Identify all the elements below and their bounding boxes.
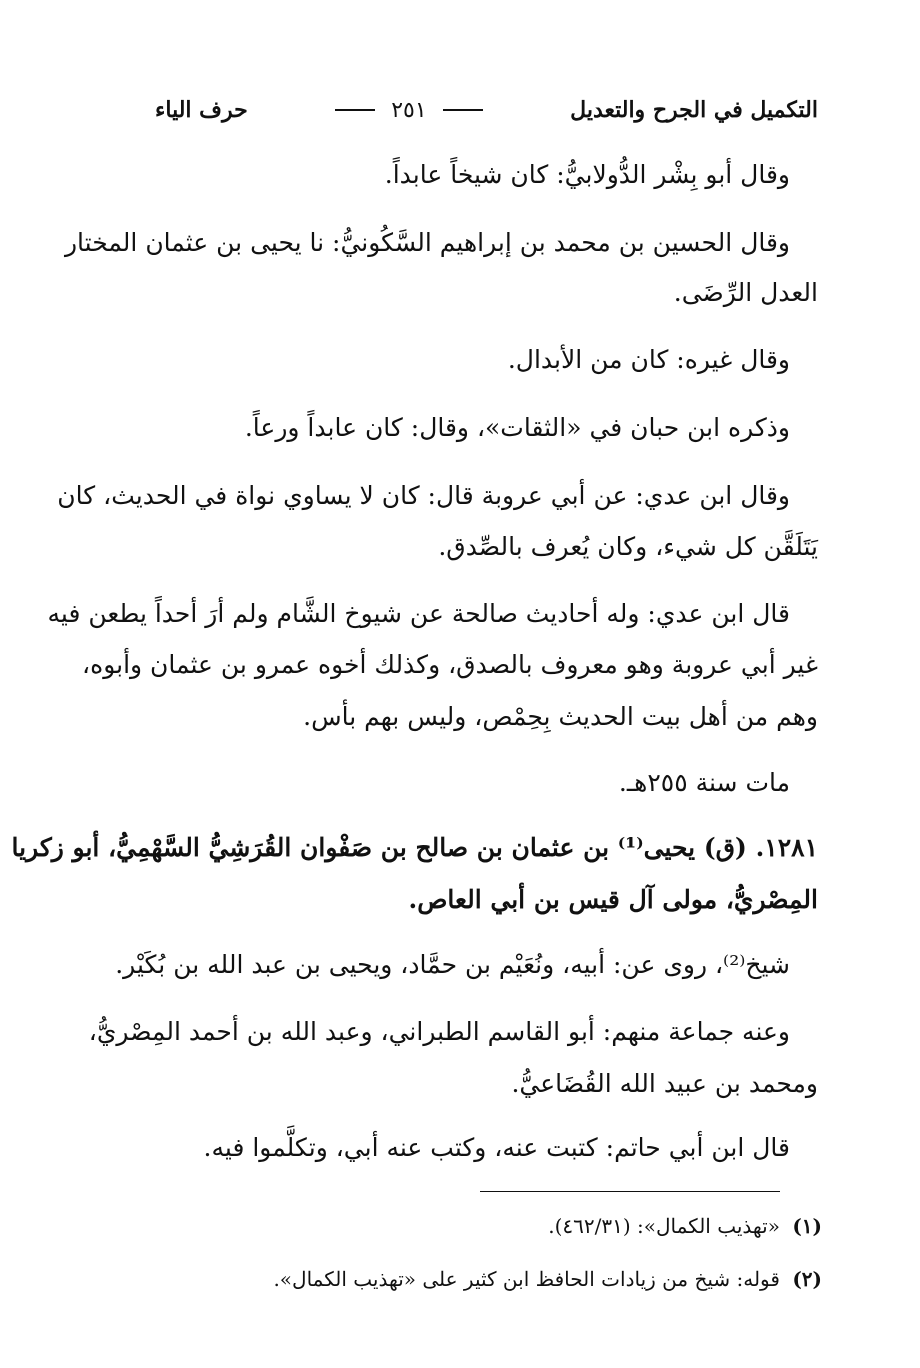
footnote [548,1210,822,1242]
entry-heading: المِصْريُّ، مولى آل قيس بن أبي العاص. [408,885,818,914]
text-line: قال ابن أبي حاتم: كتبت عنه، وكتب عنه أبي، وتكلَّموا فيه. [203,1133,790,1162]
book-title: التكميل في الجرح والتعديل [570,97,818,123]
text-line: شيخ⁽²⁾، روى عن: أبيه، ونُعَيْم بن حمَّاد، ويحيى بن عبد الله بن بُكَيْر. [115,950,790,979]
page-number: ٢٥١ [391,97,427,123]
footnote-text: قوله: شيخ من زيادات الحافظ ابن كثير على «تهذيب الكمال». [273,1267,780,1291]
text-line: غير أبي عروبة وهو معروف بالصدق، وكذلك أخوه عمرو بن عثمان وأبوه، [82,650,818,679]
text-line: وقال ابن عدي: عن أبي عروبة قال: كان لا يساوي نواة في الحديث، كان [57,481,790,510]
text-line: وقال غيره: كان من الأبدال. [507,345,790,374]
footnote-number: (٢) [792,1267,822,1291]
text-line: ومحمد بن عبيد الله القُضَاعيُّ. [511,1069,818,1098]
text-line: يَتَلَقَّن كل شيء، وكان يُعرف بالصِّدق. [438,532,818,561]
chapter-title: حرف الياء [155,97,248,123]
footnote-separator [480,1191,780,1192]
header-dash-right [443,109,483,111]
header-dash-left [335,109,375,111]
footnote-text: «تهذيب الكمال»: (٤٦٢/٣١). [548,1214,780,1238]
text-line: وهم من أهل بيت الحديث بِحِمْص، وليس بهم بأس. [303,702,818,731]
text-line: وذكره ابن حبان في «الثقات»، وقال: كان عابداً ورعاً. [244,413,790,442]
text-line: وعنه جماعة منهم: أبو القاسم الطبراني، وعبد الله بن أحمد المِصْريُّ، [88,1017,790,1046]
footnote [273,1263,822,1295]
text-line: مات سنة ٢٥٥هـ. [618,768,790,797]
entry-heading: ١٢٨١. (ق) يحيى⁽¹⁾ بن عثمان بن صالح بن صَفْوان القُرَشِيُّ السَّهْمِيُّ، أبو زكريا [11,833,818,862]
page-number-block [335,98,482,123]
text-line: العدل الرِّضَى. [673,278,818,307]
running-header [155,92,818,128]
text-line: وقال أبو بِشْر الدُّولابيُّ: كان شيخاً عابداً. [384,160,790,189]
text-line: وقال الحسين بن محمد بن إبراهيم السَّكُونيُّ: نا يحيى بن عثمان المختار [64,228,790,257]
footnote-number: (١) [792,1214,822,1238]
text-line: قال ابن عدي: وله أحاديث صالحة عن شيوخ الشَّام ولم أرَ أحداً يطعن فيه [47,599,790,628]
